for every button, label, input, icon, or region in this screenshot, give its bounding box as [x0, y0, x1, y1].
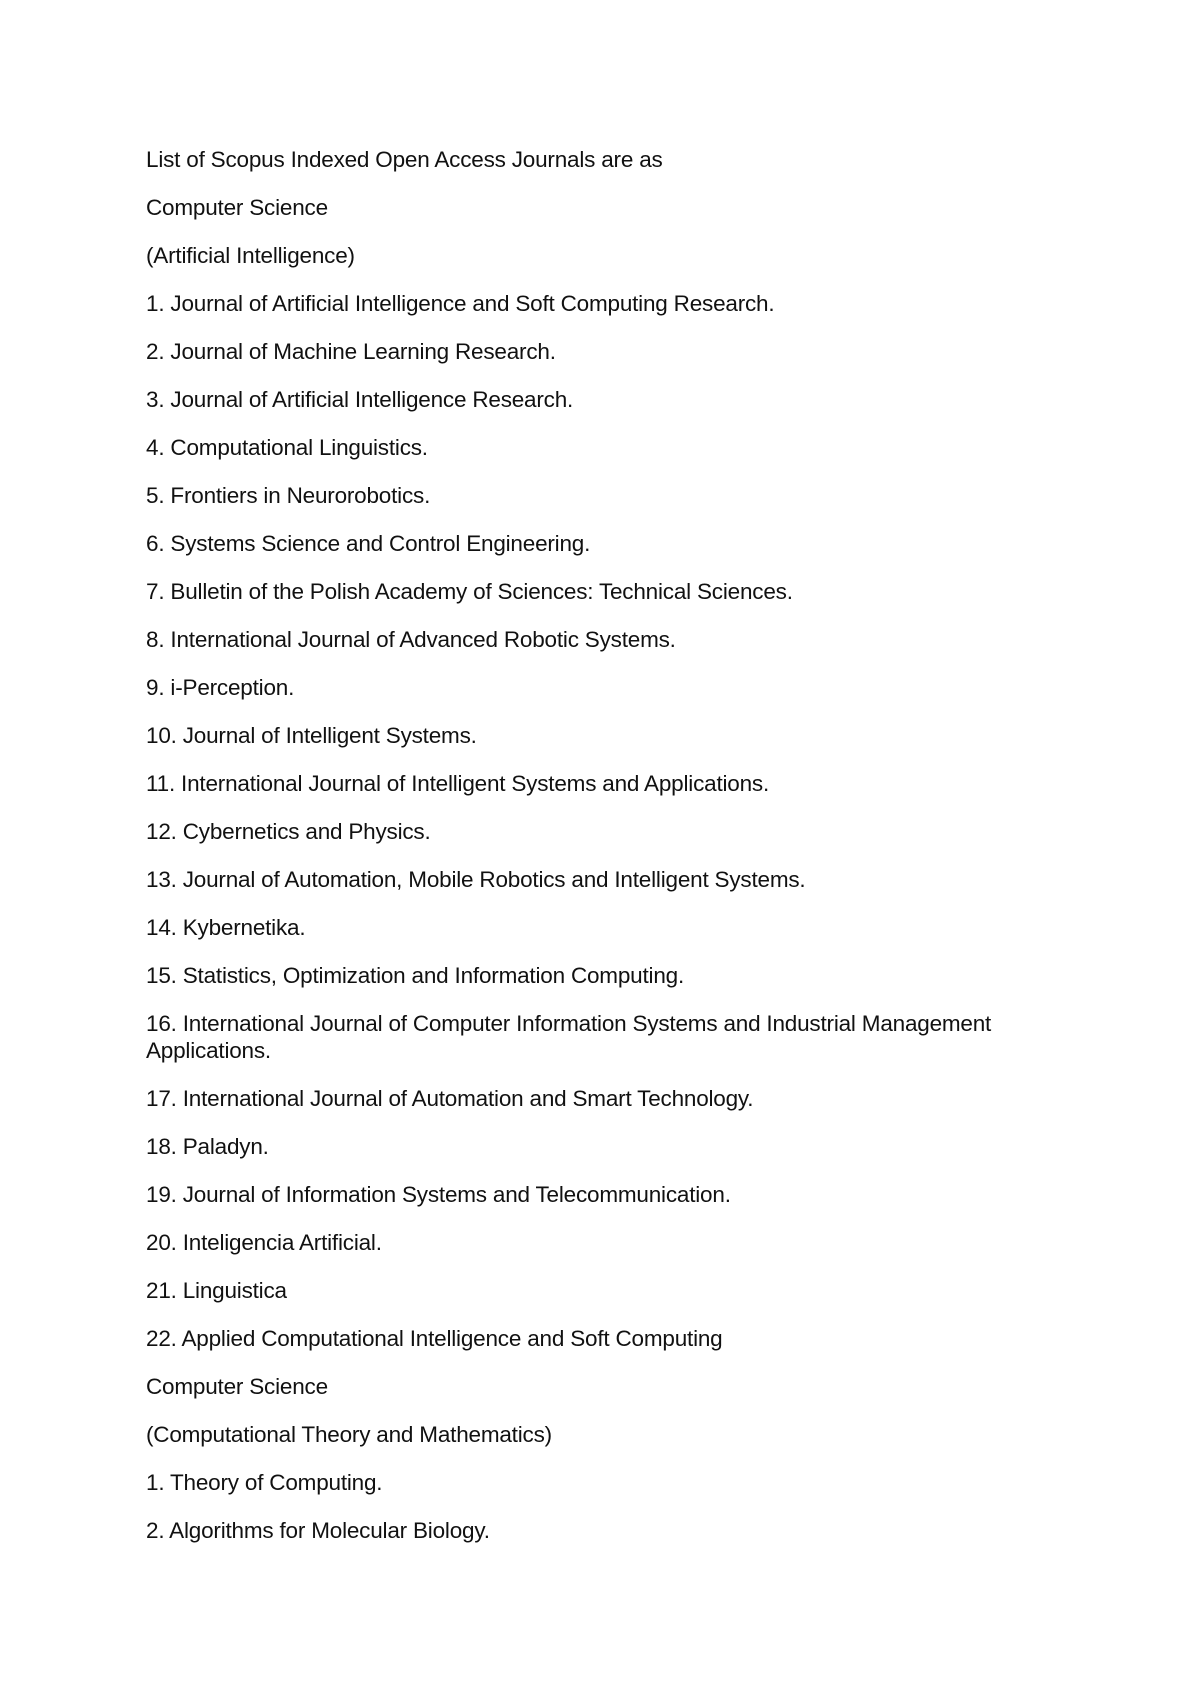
list-item: 13. Journal of Automation, Mobile Robotics and Intelligent Systems. — [146, 867, 806, 892]
list-item: 5. Frontiers in Neurorobotics. — [146, 483, 431, 508]
list-item: 7. Bulletin of the Polish Academy of Sciences: Technical Sciences. — [146, 579, 793, 604]
list-item: 3. Journal of Artificial Intelligence Research. — [146, 387, 574, 412]
list-item: 21. Linguistica — [146, 1278, 287, 1303]
list-item: 20. Inteligencia Artificial. — [146, 1230, 382, 1255]
list-item: 11. International Journal of Intelligent Systems and Applications. — [146, 771, 770, 796]
section-subtitle: (Artificial Intelligence) — [146, 243, 355, 268]
list-item: 8. International Journal of Advanced Robotic Systems. — [146, 627, 676, 652]
list-item: 22. Applied Computational Intelligence and Soft Computing — [146, 1326, 723, 1351]
list-item: 14. Kybernetika. — [146, 915, 306, 940]
list-item: 1. Theory of Computing. — [146, 1470, 383, 1495]
section-subtitle: (Computational Theory and Mathematics) — [146, 1422, 552, 1447]
section-title: Computer Science — [146, 195, 328, 220]
list-item: 19. Journal of Information Systems and Telecommunication. — [146, 1182, 731, 1207]
list-item: 9. i-Perception. — [146, 675, 295, 700]
list-item: 6. Systems Science and Control Engineering. — [146, 531, 591, 556]
list-item: 16. International Journal of Computer Information Systems and Industrial Management Applications. — [146, 1011, 992, 1063]
document-heading: List of Scopus Indexed Open Access Journals are as — [146, 147, 663, 172]
list-item: 1. Journal of Artificial Intelligence and Soft Computing Research. — [146, 291, 775, 316]
list-item: 18. Paladyn. — [146, 1134, 269, 1159]
list-item: 17. International Journal of Automation and Smart Technology. — [146, 1086, 754, 1111]
list-item: 15. Statistics, Optimization and Information Computing. — [146, 963, 685, 988]
list-item: 4. Computational Linguistics. — [146, 435, 428, 460]
list-item: 2. Algorithms for Molecular Biology. — [146, 1518, 490, 1543]
section-title: Computer Science — [146, 1374, 328, 1399]
list-item: 2. Journal of Machine Learning Research. — [146, 339, 556, 364]
list-item: 10. Journal of Intelligent Systems. — [146, 723, 477, 748]
list-item: 12. Cybernetics and Physics. — [146, 819, 431, 844]
document-body — [146, 146, 1046, 1565]
